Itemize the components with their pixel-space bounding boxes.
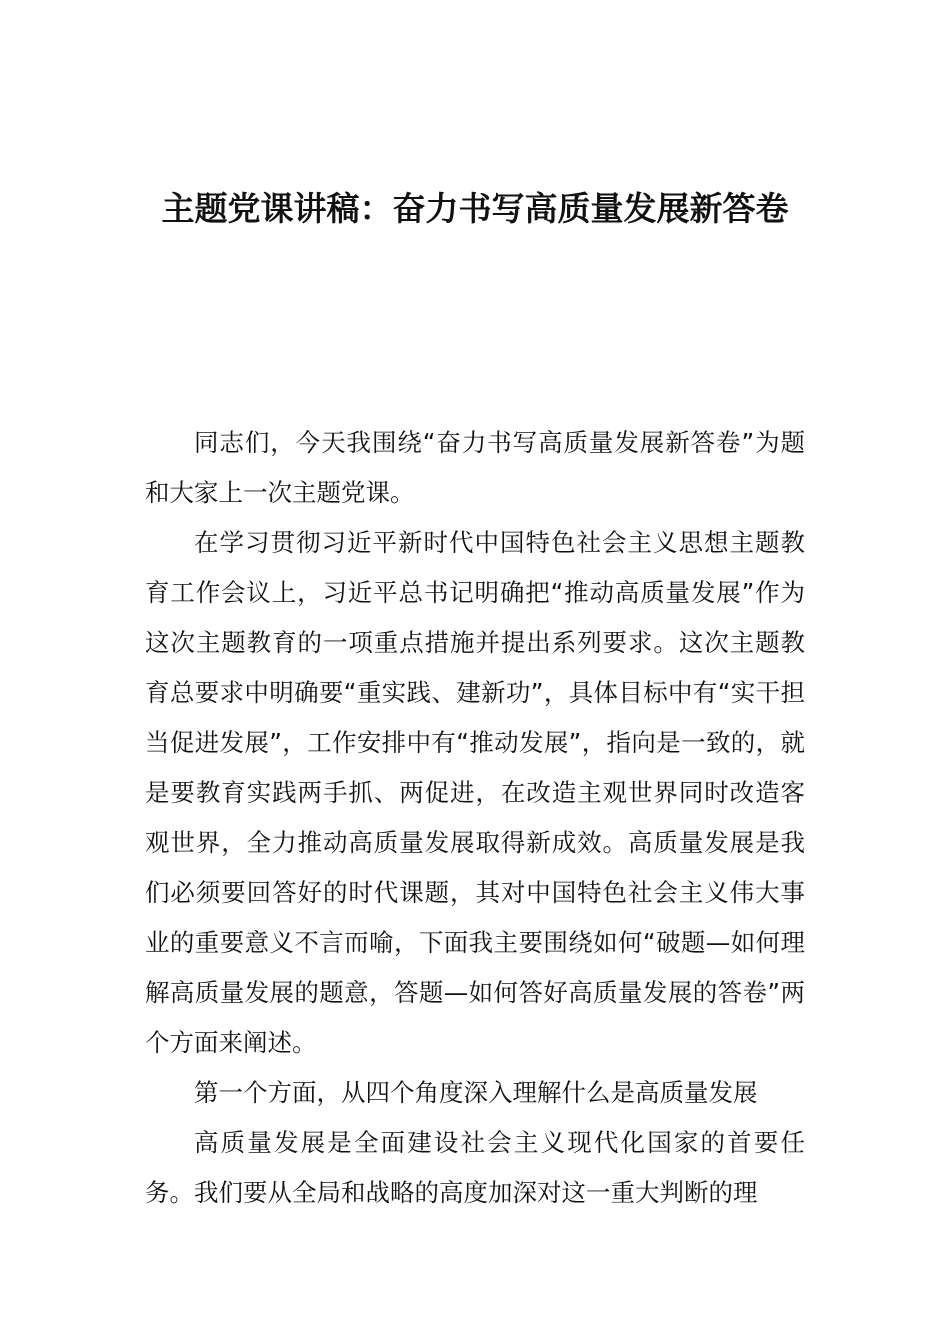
document-body bbox=[145, 418, 805, 1218]
section-heading-first: 第一个方面，从四个角度深入理解什么是高质量发展 bbox=[194, 1078, 758, 1107]
paragraph-intro: 同志们，今天我围绕“奋力书写高质量发展新答卷”为题和大家上一次主题党课。 bbox=[145, 428, 805, 507]
paragraph-section-one: 高质量发展是全面建设社会主义现代化国家的首要任务。我们要从全局和战略的高度加深对这一重大判断的理 bbox=[145, 1128, 805, 1207]
document-title: 主题党课讲稿：奋力书写高质量发展新答卷 bbox=[161, 189, 789, 228]
paragraph-background: 在学习贯彻习近平新时代中国特色社会主义思想主题教育工作会议上，习近平总书记明确把“推动高质量发展”作为这次主题教育的一项重点措施并提出系列要求。这次主题教育总要求中明确要“重实践、建新功”，具体目标中有“实干担当促进发展”，工作安排中有“推动发展”，指向是一致的，就是要教育实践两手抓、两促进，在改造主观世界同时改造客观世界，全力推动高质量发展取得新成效。高质量发展是我们必须要回答好的时代课题，其对中国特色社会主义伟大事业的重要意义不言而喻，下面我主要围绕如何“破题—如何理解高质量发展的题意，答题—如何答好高质量发展的答卷”两个方面来阐述。 bbox=[145, 528, 805, 1057]
